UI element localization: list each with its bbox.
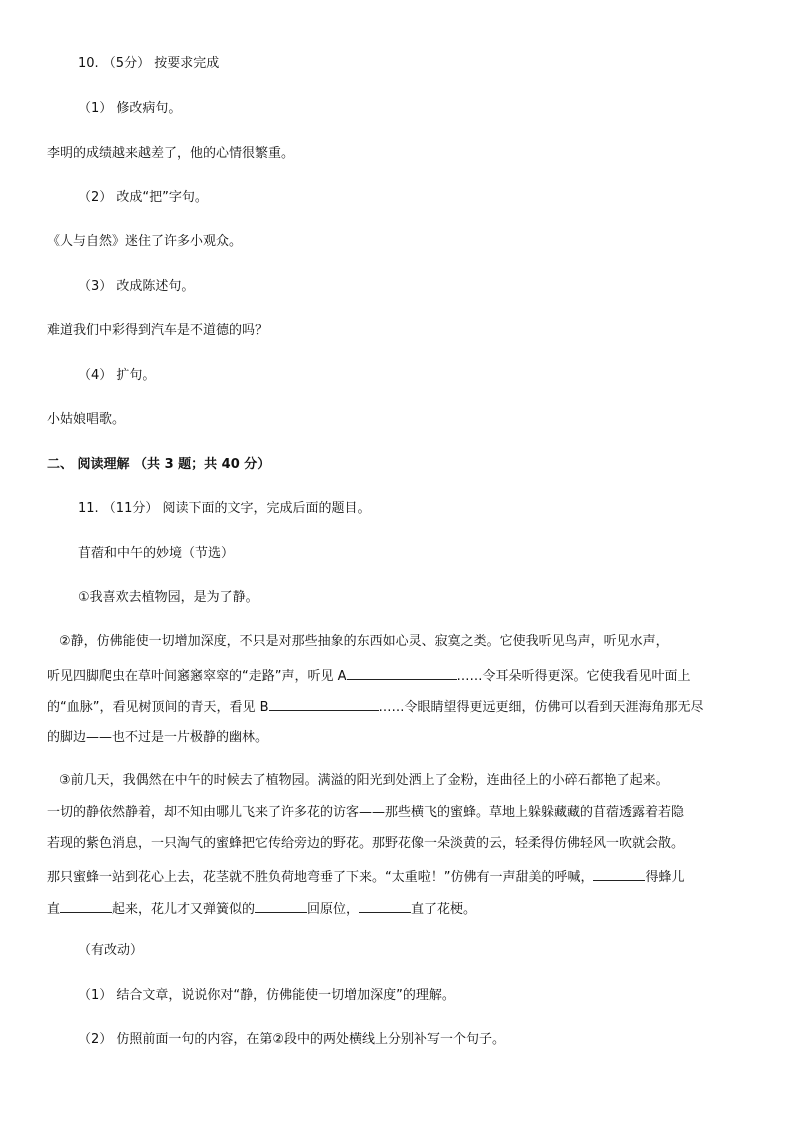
answer-blank-4[interactable] (359, 898, 411, 913)
paragraph-2-text: ……令眼睛望得更远更细，仿佛可以看到天涯海角那无尽 (378, 700, 704, 715)
q10-sub2-text: 《人与自然》迷住了许多小观众。 (47, 234, 243, 249)
paragraph-2-line-3 (47, 696, 704, 718)
paragraph-2-text: 的“血脉”，看见树顶间的青天，看见 B (47, 700, 269, 715)
paragraph-3-text: 回原位， (307, 902, 360, 917)
paragraph-3-text: 直 (47, 902, 61, 917)
paragraph-2-text: ……令耳朵听得更深。它使我看见叶面上 (456, 669, 691, 684)
paragraph-3-text: 起来，花儿才又弹簧似的 (112, 902, 256, 917)
paragraph-1: ①我喜欢去植物园，是为了静。 (78, 590, 259, 605)
q10-sub1-text: 李明的成绩越来越差了，他的心情很繁重。 (47, 146, 295, 161)
answer-blank-2[interactable] (60, 898, 112, 913)
answer-blank-a[interactable] (347, 665, 457, 680)
paragraph-3-line-3: 若现的紫色消息，一只淘气的蜜蜂把它传给旁边的野花。那野花像一朵淡黄的云，轻柔得仿佛轻风一吹就会散。 (47, 836, 685, 851)
answer-blank-1[interactable] (593, 866, 645, 881)
paragraph-3-text: 直了花梗。 (411, 902, 477, 917)
q11-header: 11. （11分） 阅读下面的文字，完成后面的题目。 (78, 501, 371, 516)
q10-sub4-label: （4） 扩句。 (78, 368, 156, 383)
q10-sub4-text: 小姑娘唱歌。 (47, 412, 126, 427)
q11-sub1: （1） 结合文章，说说你对“静，仿佛能使一切增加深度”的理解。 (78, 988, 455, 1003)
paragraph-2-line-1: ②静，仿佛能使一切增加深度，不只是对那些抽象的东西如心灵、寂寞之类。它使我听见鸟声，听见水声， (59, 634, 669, 649)
paragraph-2-line-2 (47, 665, 691, 687)
q11-sub2: （2） 仿照前面一句的内容，在第②段中的两处横线上分别补写一个句子。 (78, 1032, 506, 1047)
section-title: 二、 阅读理解 （共 3 题；共 40 分） (47, 457, 271, 472)
paragraph-3-line-4 (47, 866, 685, 888)
passage-title: 苜蓿和中午的妙境（节选） (78, 546, 235, 561)
paragraph-3-line-2: 一切的静依然静着，却不知由哪儿飞来了许多花的访客——那些横飞的蜜蜂。草地上躲躲藏藏的苜蓿透露着若隐 (47, 805, 685, 820)
q10-header: 10. （5分） 按要求完成 (78, 56, 220, 71)
answer-blank-3[interactable] (255, 898, 307, 913)
paragraph-3-text: 那只蜜蜂一站到花心上去，花茎就不胜负荷地弯垂了下来。“太重啦！”仿佛有一声甜美的呼喊， (47, 870, 594, 885)
paragraph-3-text: 得蜂儿 (645, 870, 685, 885)
paragraph-2-line-4: 的脚边——也不过是一片极静的幽林。 (47, 730, 269, 745)
q10-sub3-label: （3） 改成陈述句。 (78, 279, 195, 294)
q10-sub1-label: （1） 修改病句。 (78, 101, 182, 116)
q10-sub3-text: 难道我们中彩得到汽车是不道德的吗？ (47, 323, 269, 338)
answer-blank-b[interactable] (269, 696, 379, 711)
q10-sub2-label: （2） 改成“把”字句。 (78, 190, 208, 205)
paragraph-2-text: 听见四脚爬虫在草叶间窸窸窣窣的“走路”声，听见 A (47, 669, 347, 684)
adaptation-note: （有改动） (78, 943, 144, 958)
paragraph-3-line-5 (47, 898, 476, 920)
paragraph-3-line-1: ③前几天，我偶然在中午的时候去了植物园。满溢的阳光到处洒上了金粉，连曲径上的小碎石都艳了起来。 (59, 773, 669, 788)
